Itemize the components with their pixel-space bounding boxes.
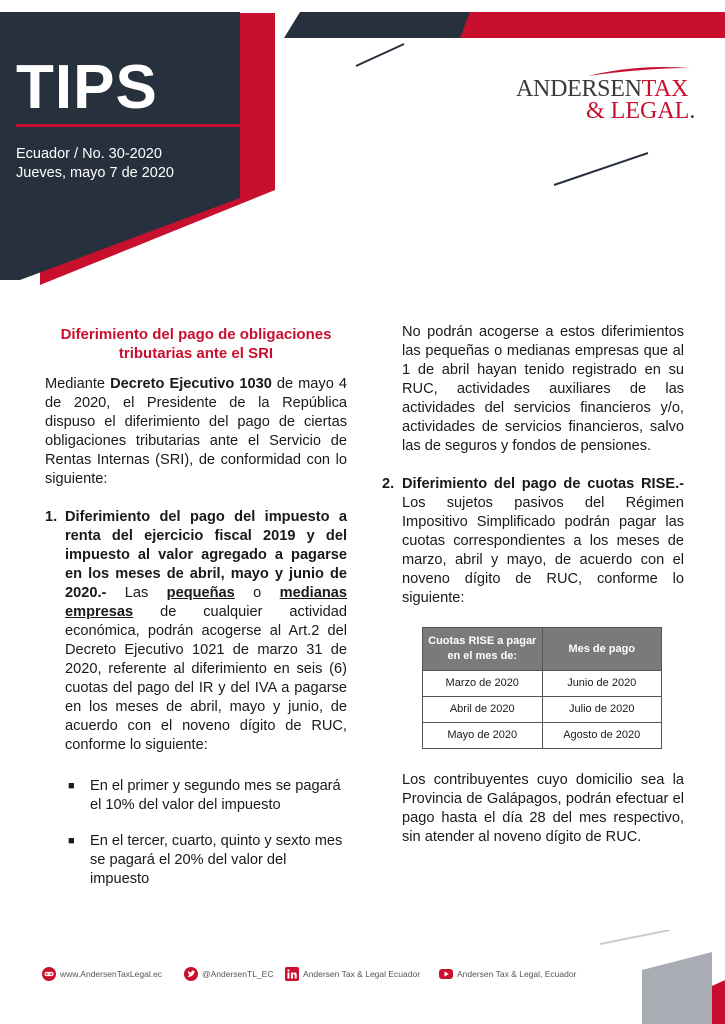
exclusion-paragraph: No podrán acogerse a estos diferimientos las pequeñas o medianas empresas que al 1 de abril hayan tenido registrado en su RUC, actividades auxiliares de las actividades del servicios financieros y/o, actividades de servicios financieros, salvo las de seguros y fondos de pensiones. — [402, 324, 684, 454]
table-cell: Agosto de 2020 — [542, 723, 662, 749]
table-header: Cuotas RISE a pagar en el mes de: — [423, 628, 543, 671]
medianas-label: medianas empresas — [65, 585, 347, 620]
item-text-a: Las — [106, 585, 167, 601]
andersen-logo — [516, 78, 695, 122]
table-cell: Marzo de 2020 — [423, 671, 543, 697]
footer-decoration — [600, 930, 725, 1024]
top-right-red-band — [460, 12, 725, 38]
intro-paragraph — [45, 375, 347, 489]
bullet-icon: ■ — [68, 835, 75, 847]
intro-decree: Decreto Ejecutivo 1030 — [110, 376, 272, 392]
logo-tax: TAX — [641, 76, 689, 102]
twitter-label: @AndersenTL_EC — [202, 969, 274, 979]
linkedin-label: Andersen Tax & Legal Ecuador — [303, 969, 421, 979]
link-icon — [42, 967, 56, 981]
item-number: 1. — [45, 509, 58, 525]
decor-line-2 — [554, 153, 648, 185]
item-title: Diferimiento del pago de cuotas RISE.- — [402, 476, 684, 492]
list-item-2 — [382, 475, 684, 608]
item-text-b: o — [234, 585, 280, 601]
title-underline — [16, 124, 244, 127]
pequenas-label: pequeñas — [166, 585, 235, 601]
footer-twitter[interactable] — [184, 967, 273, 981]
bullet-icon: ■ — [68, 780, 75, 792]
footer-youtube[interactable] — [439, 967, 576, 981]
table-cell: Junio de 2020 — [542, 671, 662, 697]
intro-post: de mayo 4 de 2020, el Presidente de la República dispuso el diferimiento del pago de ciertas obligaciones tributarias ante el Servicio de Rentas Internas (SRI), de conformidad con lo siguiente: — [45, 376, 347, 487]
youtube-label: Andersen Tax & Legal, Ecuador — [457, 969, 577, 979]
decor-line-1 — [356, 44, 404, 66]
item-title: Diferimiento del pago del impuesto a renta del ejercicio fiscal 2019 y del impuesto al valor agregado a pagarse en los meses de abril, mayo y junio de 2020.- — [65, 509, 347, 601]
list-item-1 — [45, 508, 347, 755]
article-heading: Diferimiento del pago de obligaciones tributarias ante el SRI — [60, 326, 332, 362]
table-row — [423, 671, 662, 697]
item-text: Los sujetos pasivos del Régimen Impositivo Simplificado podrán pagar las cuotas correspondientes a los meses de marzo, abril y mayo, de acuerdo con el noveno dígito de RUC, conforme lo siguiente: — [402, 495, 684, 606]
right-column — [382, 323, 684, 847]
intro-pre: Mediante — [45, 376, 111, 392]
youtube-icon — [439, 967, 453, 981]
table-cell: Julio de 2020 — [542, 697, 662, 723]
table-header: Mes de pago — [542, 628, 662, 671]
twitter-icon — [184, 967, 198, 981]
page-title: TIPS — [16, 53, 158, 122]
logo-legal: & LEGAL — [586, 98, 690, 124]
table-row — [423, 697, 662, 723]
table-cell: Mayo de 2020 — [423, 723, 543, 749]
website-label: www.AndersenTaxLegal.ec — [60, 969, 163, 979]
bullet-text: En el tercer, cuarto, quinto y sexto mes se pagará el 20% del valor del impuesto — [90, 833, 343, 887]
linkedin-icon — [285, 967, 299, 981]
table-cell: Abril de 2020 — [423, 697, 543, 723]
edition-number: Ecuador / No. 30-2020 — [16, 146, 162, 162]
item-text-c: de cualquier actividad económica, podrán acogerse al Art.2 del Decreto Ejecutivo 1021 de marzo 31 de 2020, referente al diferimiento en seis (6) cuotas del pago del IR y del IVA a pagarse en los meses de abril, mayo y junio, de acuerdo con el noveno dígito de RUC, conforme lo siguiente: — [65, 604, 347, 753]
publication-date: Jueves, mayo 7 de 2020 — [16, 165, 174, 181]
logo-andersen: ANDERSEN — [516, 76, 642, 102]
logo-swoosh — [586, 66, 692, 78]
bullet-text: En el primer y segundo mes se pagará el 10% del valor del impuesto — [90, 778, 341, 813]
rise-table — [422, 627, 662, 749]
list-item — [65, 777, 347, 815]
list-item — [65, 832, 347, 889]
footer-website[interactable] — [42, 967, 162, 981]
logo-dot: . — [689, 98, 696, 124]
bullet-list — [45, 777, 347, 889]
table-row — [423, 723, 662, 749]
table-header-row — [423, 628, 662, 671]
left-column — [45, 325, 347, 889]
galapagos-paragraph: Los contribuyentes cuyo domicilio sea la Provincia de Galápagos, podrán efectuar el pago hasta el día 28 del mes respectivo, sin atender al noveno dígito de RUC. — [402, 772, 684, 845]
item-number: 2. — [382, 476, 395, 492]
footer-linkedin[interactable] — [285, 967, 420, 981]
